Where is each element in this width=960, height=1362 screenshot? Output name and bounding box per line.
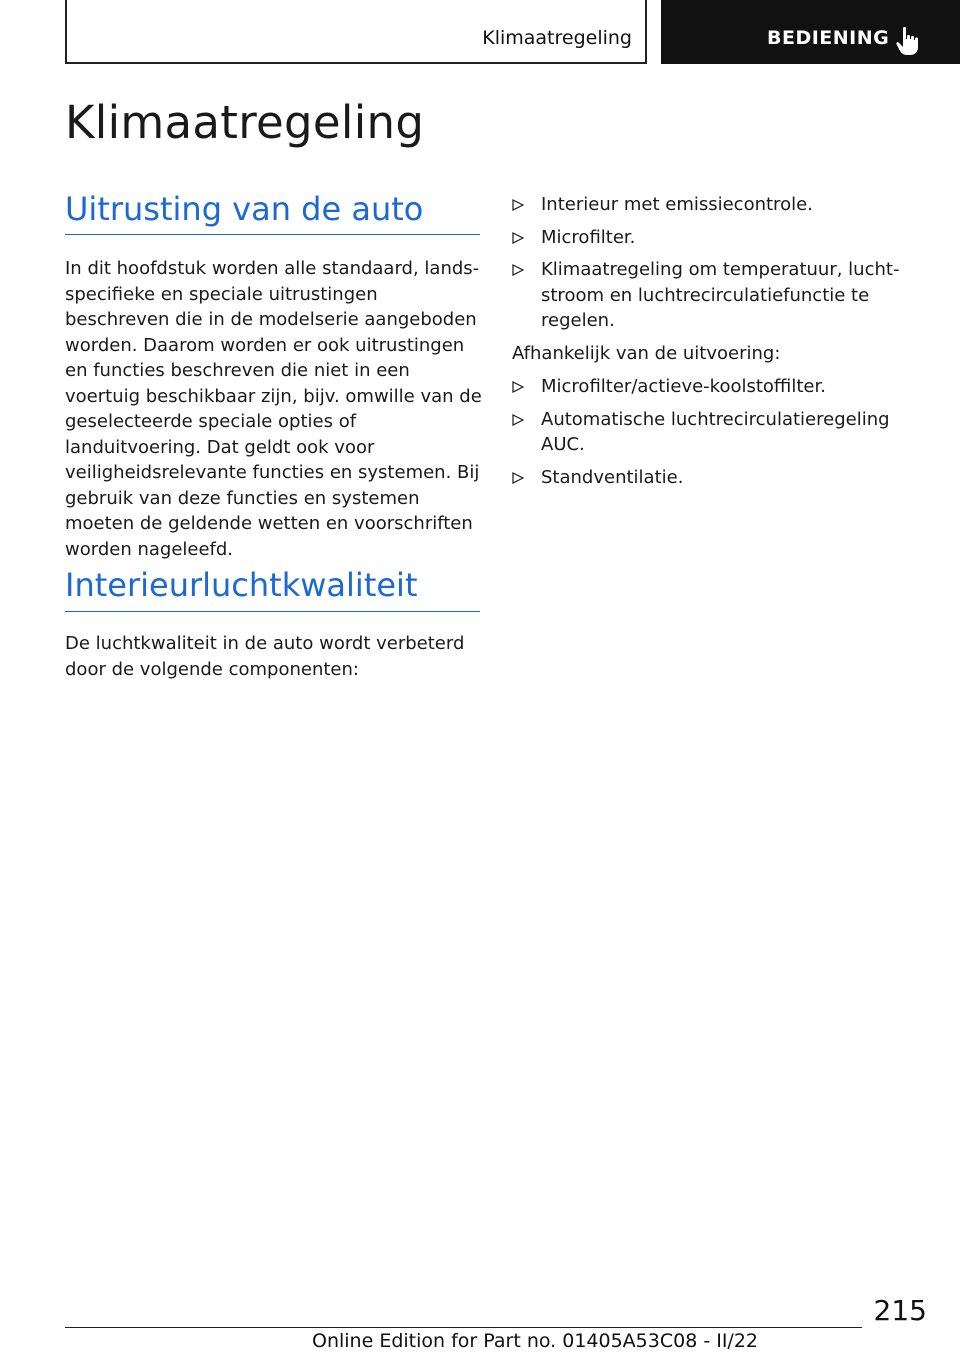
optional-component-list — [512, 374, 912, 490]
list-item-text: Microfilter. — [541, 226, 636, 248]
section-divider — [65, 234, 480, 235]
section-heading-equipment: Uitrusting van de auto — [65, 190, 424, 228]
list-item-text: Automatische luchtrecirculatieregeling AUC. — [541, 408, 890, 455]
section-divider — [65, 611, 480, 612]
header-chapter-tab[interactable] — [661, 0, 960, 64]
list-item-text: Standventilatie. — [541, 466, 684, 488]
list-item-text: Microfilter/actieve-koolstoffilter. — [541, 376, 826, 397]
air-quality-paragraph: De luchtkwaliteit in de auto wordt verbeterd door de volgende componenten: — [65, 633, 465, 680]
triangle-bullet-icon — [512, 472, 524, 484]
equipment-paragraph: In dit hoofdstuk worden alle standaard, landsspecifieke en speciale uitrustingen beschreven die in de modelserie aangeboden worden. Daarom worden er ook uitrustingen en functies beschreven die niet in een voertuig beschikbaar zijn, bijv. omwille van de geselecteerde speciale opties of landuitvoering. Dat geldt ook voor veiligheidsrelevante functies en systemen. Bij gebruik van deze functies en systemen moeten de geldende wetten en voorschriften worden nageleefd. — [65, 258, 482, 560]
triangle-bullet-icon — [512, 381, 524, 393]
triangle-bullet-icon — [512, 232, 524, 244]
footer-edition: Online Edition for Part no. 01405A53C08 - II/22 — [312, 1330, 759, 1352]
page-number: 215 — [873, 1294, 927, 1327]
triangle-bullet-icon — [512, 414, 524, 426]
header-chapter-label: BEDIENING — [767, 27, 890, 49]
list-item — [512, 374, 912, 400]
triangle-bullet-icon — [512, 199, 524, 211]
list-item — [512, 257, 912, 334]
list-item — [512, 192, 912, 218]
list-item-text: Interieur met emissiecontrole. — [541, 194, 813, 215]
variant-intro: Afhankelijk van de uitvoering: — [512, 342, 781, 364]
page-title: Klimaatregeling — [65, 96, 425, 149]
right-column — [512, 192, 912, 497]
triangle-bullet-icon — [512, 264, 524, 276]
list-item — [512, 407, 912, 458]
header-section-title: Klimaatregeling — [482, 27, 632, 49]
list-item — [512, 225, 912, 251]
footer-divider — [65, 1327, 862, 1328]
list-item — [512, 465, 912, 491]
pointing-hand-icon — [895, 26, 923, 56]
component-list — [512, 192, 912, 334]
section-heading-air-quality: Interieurluchtkwaliteit — [65, 566, 418, 604]
list-item-text: Klimaatregeling om temperatuur, luchtstroom en luchtrecirculatiefunctie te regelen. — [541, 259, 900, 331]
